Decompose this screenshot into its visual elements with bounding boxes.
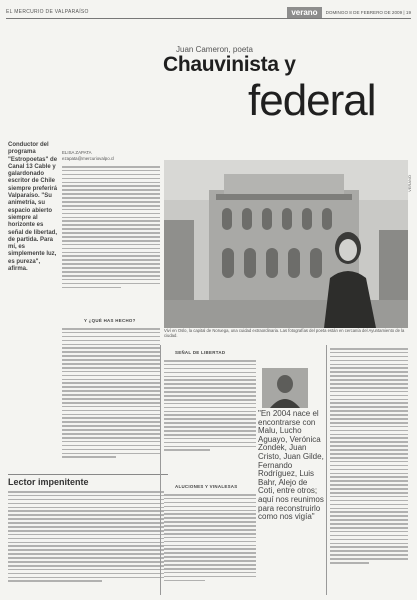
photo-caption: Viví en Oslo, la capital de Noruega, una cuidad extraordinaria. Las fotografías del poeta están en cercanía del Ayuntamiento de la ciudad. bbox=[164, 328, 405, 338]
subhead-1: Y ¿QUÉ HAS HECHO? bbox=[84, 318, 136, 323]
photo-illustration bbox=[164, 160, 408, 328]
byline bbox=[62, 150, 114, 161]
body-column-3 bbox=[330, 348, 408, 566]
body-column-1 bbox=[62, 166, 160, 291]
subhead-3: ALUCIONES Y VINALESAS bbox=[175, 484, 238, 489]
section-tag: verano bbox=[287, 7, 321, 18]
small-portrait bbox=[262, 368, 308, 408]
sidebar-intro: Conductor del programa "Estropoetas" de Canal 13 Cable y galardonado escritor de Chile siempre preferirá Valparaíso. "Su animetría, su espacio abierto siempre al horizonte es señal de libertad, de partida. Para mí, es simplemente luz, es pureza", afirma. bbox=[8, 142, 58, 273]
article-kicker: Juan Cameron, poeta bbox=[176, 45, 253, 54]
subhead-2: SEÑAL DE LIBERTAD bbox=[175, 350, 226, 355]
portrait-illustration bbox=[262, 368, 308, 408]
body-column-2-lower bbox=[164, 494, 256, 583]
article-title-line2: federal bbox=[248, 76, 376, 125]
issue-date: DOMINGO 8 DE FEBRERO DE 2009 | 19 bbox=[325, 9, 411, 15]
masthead bbox=[6, 6, 411, 19]
byline-author: ELISA ZAPATA bbox=[62, 150, 92, 155]
main-photo bbox=[164, 160, 408, 328]
body-column-1-lower bbox=[62, 328, 160, 460]
article-title-line1: Chauvinista y bbox=[163, 53, 296, 76]
section-header bbox=[287, 7, 411, 18]
body-column-2 bbox=[164, 360, 256, 453]
pull-quote: "En 2004 nace el encontrarse con Malu, Lucho Aguayo, Verónica Zondek, Juan Cristo, Juan Gilde, Fernando Rodríguez, Luis Bahr, Alejo de Coti, entre otros; aquí nos reunimos para reconstruirlo como nos vigía" bbox=[258, 409, 324, 522]
column-divider bbox=[160, 345, 161, 595]
reader-box-heading: Lector impenitente bbox=[8, 477, 89, 487]
newspaper-name: EL MERCURIO DE VALPARAÍSO bbox=[6, 9, 89, 15]
reader-box bbox=[8, 474, 168, 593]
byline-email: ezapata@mercuriovalpo.cl bbox=[62, 155, 115, 161]
side-label: VERANO bbox=[407, 175, 412, 192]
reader-box-text bbox=[8, 491, 164, 582]
column-divider-2 bbox=[326, 345, 327, 595]
